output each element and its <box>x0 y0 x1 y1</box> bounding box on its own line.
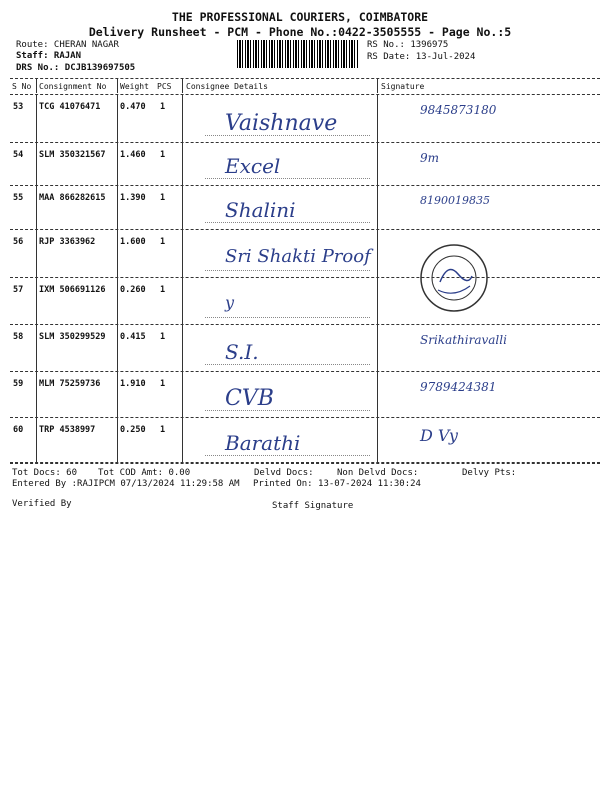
barcode-image <box>237 40 359 68</box>
row-consignee-handwriting: Shalini <box>225 198 296 222</box>
row-separator <box>10 142 600 143</box>
row-pcs: 1 <box>160 102 166 112</box>
row-separator <box>10 185 600 186</box>
consignee-underline <box>205 222 370 223</box>
drs-label: DRS No.: <box>16 63 60 73</box>
delvd-docs: Delvd Docs: <box>254 468 314 478</box>
tot-docs: Tot Docs: 60 <box>12 468 78 478</box>
col-divider <box>36 230 37 277</box>
row-weight: 1.390 <box>120 193 146 203</box>
row-weight: 0.415 <box>120 332 146 342</box>
row-pcs: 1 <box>160 237 166 247</box>
col-divider <box>182 95 183 142</box>
col-divider <box>182 186 183 229</box>
row-pcs: 1 <box>160 379 166 389</box>
col-divider <box>117 143 118 185</box>
route-label: Route: CHERAN NAGAR <box>16 40 119 50</box>
row-consignment-no: SLM 350299529 <box>39 332 106 342</box>
row-separator <box>10 371 600 372</box>
row-weight: 1.910 <box>120 379 146 389</box>
col-divider <box>377 278 378 324</box>
row-sno: 55 <box>13 193 24 203</box>
col-divider <box>117 186 118 229</box>
row-consignment-no: TRP 4538997 <box>39 425 96 435</box>
row-signature-handwriting: 8190019835 <box>420 194 490 207</box>
staff-signature: Staff Signature <box>272 501 354 511</box>
col-divider <box>117 79 118 93</box>
row-weight: 0.260 <box>120 285 146 295</box>
col-divider <box>36 418 37 462</box>
row-signature-handwriting: 9m <box>420 151 440 165</box>
col-header-consignment: Consignment No <box>39 82 107 91</box>
consignee-underline <box>205 455 370 456</box>
row-sno: 57 <box>13 285 24 295</box>
col-divider <box>117 372 118 417</box>
row-sno: 54 <box>13 150 24 160</box>
tot-cod: Tot COD Amt: 0.00 <box>98 468 191 478</box>
row-pcs: 1 <box>160 150 166 160</box>
col-header-signature: Signature <box>381 82 425 91</box>
col-divider <box>377 325 378 371</box>
col-divider <box>117 278 118 324</box>
non-delvd-docs: Non Delvd Docs: <box>337 468 419 478</box>
col-divider <box>182 418 183 462</box>
drs-number <box>16 63 135 73</box>
row-separator <box>10 417 600 418</box>
delvy-pts: Delvy Pts: <box>462 468 517 478</box>
row-consignee-handwriting: Sri Shakti Proof <box>225 246 371 267</box>
col-divider <box>377 186 378 229</box>
consignee-underline <box>205 317 370 318</box>
row-consignment-no: IXM 506691126 <box>39 285 106 295</box>
col-divider <box>182 325 183 371</box>
row-separator <box>10 324 600 325</box>
entered-by: Entered By :RAJIPCM 07/13/2024 11:29:58 AM <box>12 479 240 489</box>
col-divider <box>377 230 378 277</box>
drs-value: DCJB139697505 <box>64 63 136 73</box>
col-divider <box>182 79 183 93</box>
col-divider <box>377 372 378 417</box>
col-divider <box>36 325 37 371</box>
col-divider <box>36 143 37 185</box>
col-header-weight: Weight <box>120 82 149 91</box>
row-sno: 56 <box>13 237 24 247</box>
row-consignment-no: MAA 866282615 <box>39 193 106 203</box>
row-pcs: 1 <box>160 285 166 295</box>
col-divider <box>182 278 183 324</box>
row-consignee-handwriting: y <box>225 293 235 312</box>
col-divider <box>182 230 183 277</box>
row-consignee-handwriting: Excel <box>225 154 281 178</box>
col-divider <box>36 95 37 142</box>
company-stamp <box>418 242 490 314</box>
verified-by: Verified By <box>12 499 72 509</box>
rs-date: RS Date: 13-Jul-2024 <box>367 52 476 62</box>
consignee-underline <box>205 270 370 271</box>
row-consignee-handwriting: S.I. <box>225 340 259 364</box>
row-sno: 53 <box>13 102 24 112</box>
footer-rule <box>10 463 600 464</box>
rs-number: RS No.: 1396975 <box>367 40 449 50</box>
row-weight: 0.250 <box>120 425 146 435</box>
col-divider <box>182 372 183 417</box>
row-consignee-handwriting: CVB <box>225 386 274 411</box>
row-consignment-no: TCG 41076471 <box>39 102 101 112</box>
row-weight: 1.460 <box>120 150 146 160</box>
row-signature-handwriting: D Vy <box>420 426 458 445</box>
row-pcs: 1 <box>160 332 166 342</box>
col-divider <box>377 418 378 462</box>
col-header-sno: S No <box>12 82 32 91</box>
row-separator <box>10 229 600 230</box>
row-consignment-no: MLM 75259736 <box>39 379 101 389</box>
row-signature-handwriting: 9789424381 <box>420 380 497 394</box>
col-divider <box>36 372 37 417</box>
row-sno: 58 <box>13 332 24 342</box>
row-sno: 59 <box>13 379 24 389</box>
col-header-consignee: Consignee Details <box>186 82 268 91</box>
col-divider <box>377 143 378 185</box>
consignee-underline <box>205 364 370 365</box>
col-divider <box>36 278 37 324</box>
printed-on: Printed On: 13-07-2024 11:30:24 <box>253 479 421 489</box>
consignee-underline <box>205 410 370 411</box>
col-header-pcs: PCS <box>157 82 172 91</box>
consignee-underline <box>205 135 370 136</box>
col-divider <box>117 325 118 371</box>
row-pcs: 1 <box>160 193 166 203</box>
col-divider <box>182 143 183 185</box>
header-bottom-rule <box>10 94 600 95</box>
col-divider <box>377 95 378 142</box>
col-divider <box>117 418 118 462</box>
col-divider <box>36 186 37 229</box>
row-weight: 0.470 <box>120 102 146 112</box>
col-divider <box>117 95 118 142</box>
col-divider <box>377 79 378 93</box>
company-title: THE PROFESSIONAL COURIERS, COIMBATORE <box>171 10 429 24</box>
row-consignment-no: RJP 3363962 <box>39 237 96 247</box>
consignee-underline <box>205 178 370 179</box>
row-sno: 60 <box>13 425 24 435</box>
col-divider <box>117 230 118 277</box>
table-top-rule <box>10 78 600 79</box>
row-consignee-handwriting: Barathi <box>225 431 301 455</box>
row-consignment-no: SLM 350321567 <box>39 150 106 160</box>
row-separator <box>10 277 600 278</box>
row-signature-handwriting: Srikathiravalli <box>420 333 507 347</box>
row-signature-handwriting: 9845873180 <box>420 103 497 117</box>
col-divider <box>36 79 37 93</box>
row-consignee-handwriting: Vaishnave <box>225 111 338 136</box>
row-pcs: 1 <box>160 425 166 435</box>
row-weight: 1.600 <box>120 237 146 247</box>
staff-label: Staff: RAJAN <box>16 51 82 61</box>
runsheet-subtitle: Delivery Runsheet - PCM - Phone No.:0422-3505555 - Page No.:5 <box>88 25 512 39</box>
